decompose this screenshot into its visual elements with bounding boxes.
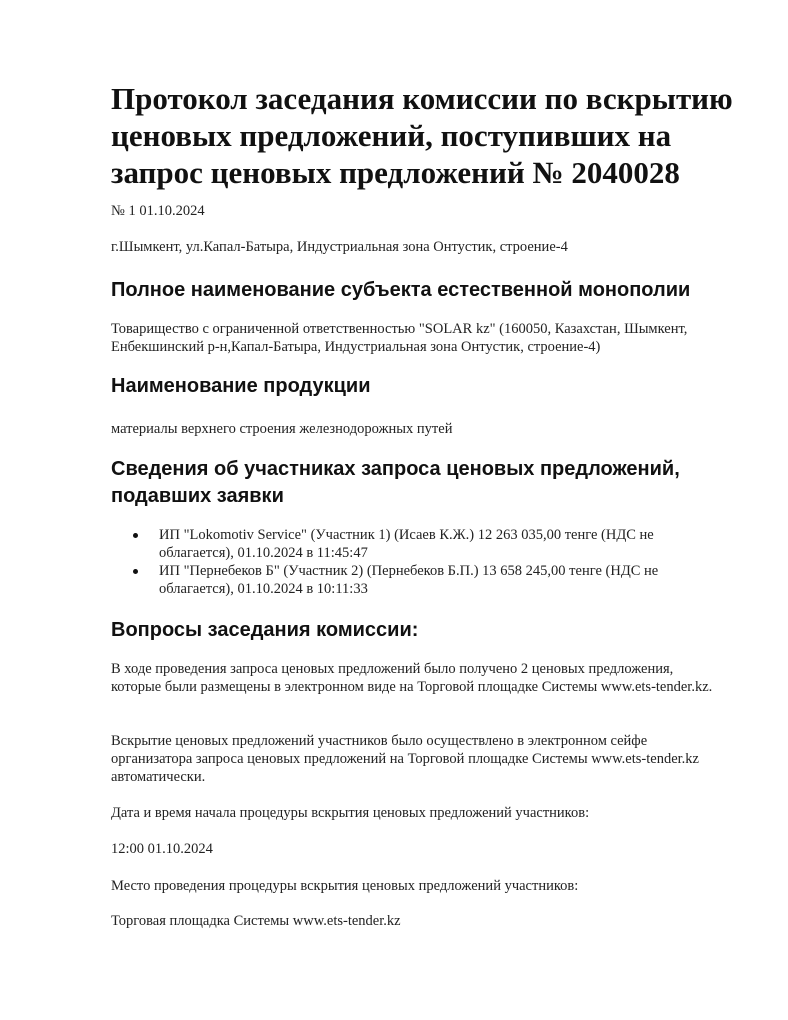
participant-item [133,562,723,598]
questions-paragraph-1: В ходе проведения запроса ценовых предложений было получено 2 ценовых предложения, которые были размещены в электронном виде на Торговой площадке Системы www.ets-tender.kz. [111,661,713,695]
monopoly-heading: Полное наименование субъекта естественной монополии [111,279,691,301]
participants-list [133,526,723,598]
document-title: Протокол заседания комиссии по вскрытию ценовых предложений, поступивших на запрос ценовых предложений № 2040028 [111,81,733,190]
bullet-icon [133,569,138,574]
product-heading: Наименование продукции [111,375,371,397]
participant-text: ИП "Lokomotiv Service" (Участник 1) (Исаев К.Ж.) 12 263 035,00 тенге (НДС не облагается), 01.10.2024 в 11:45:47 [159,527,654,561]
questions-paragraph-2: Вскрытие ценовых предложений участников было осуществлено в электронном сейфе организатора запроса ценовых предложений на Торговой площадке Системы www.ets-tender.kz автоматически. [111,733,699,785]
participants-heading: Сведения об участниках запроса ценовых предложений, подавших заявки [111,458,680,507]
participant-text: ИП "Пернебеков Б" (Участник 2) (Пернебеков Б.П.) 13 658 245,00 тенге (НДС не облагается), 01.10.2024 в 10:11:33 [159,563,659,597]
monopoly-text: Товарищество с ограниченной ответственностью "SOLAR kz" (160050, Казахстан, Шымкент, Енбекшинский р-н,Капал-Батыра, Индустриальная зона Онтустик, строение-4) [111,321,688,355]
protocol-number-date: № 1 01.10.2024 [111,203,205,219]
questions-heading: Вопросы заседания комиссии: [111,619,419,641]
protocol-address: г.Шымкент, ул.Капал-Батыра, Индустриальная зона Онтустик, строение-4 [111,239,568,255]
opening-value: 12:00 01.10.2024 [111,841,213,857]
opening-label: Дата и время начала процедуры вскрытия ценовых предложений участников: [111,805,590,821]
place-label: Место проведения процедуры вскрытия ценовых предложений участников: [111,878,579,894]
bullet-icon [133,533,138,538]
place-value: Торговая площадка Системы www.ets-tender.kz [111,913,401,929]
participant-item [133,526,723,562]
product-text: материалы верхнего строения железнодорожных путей [111,421,453,437]
